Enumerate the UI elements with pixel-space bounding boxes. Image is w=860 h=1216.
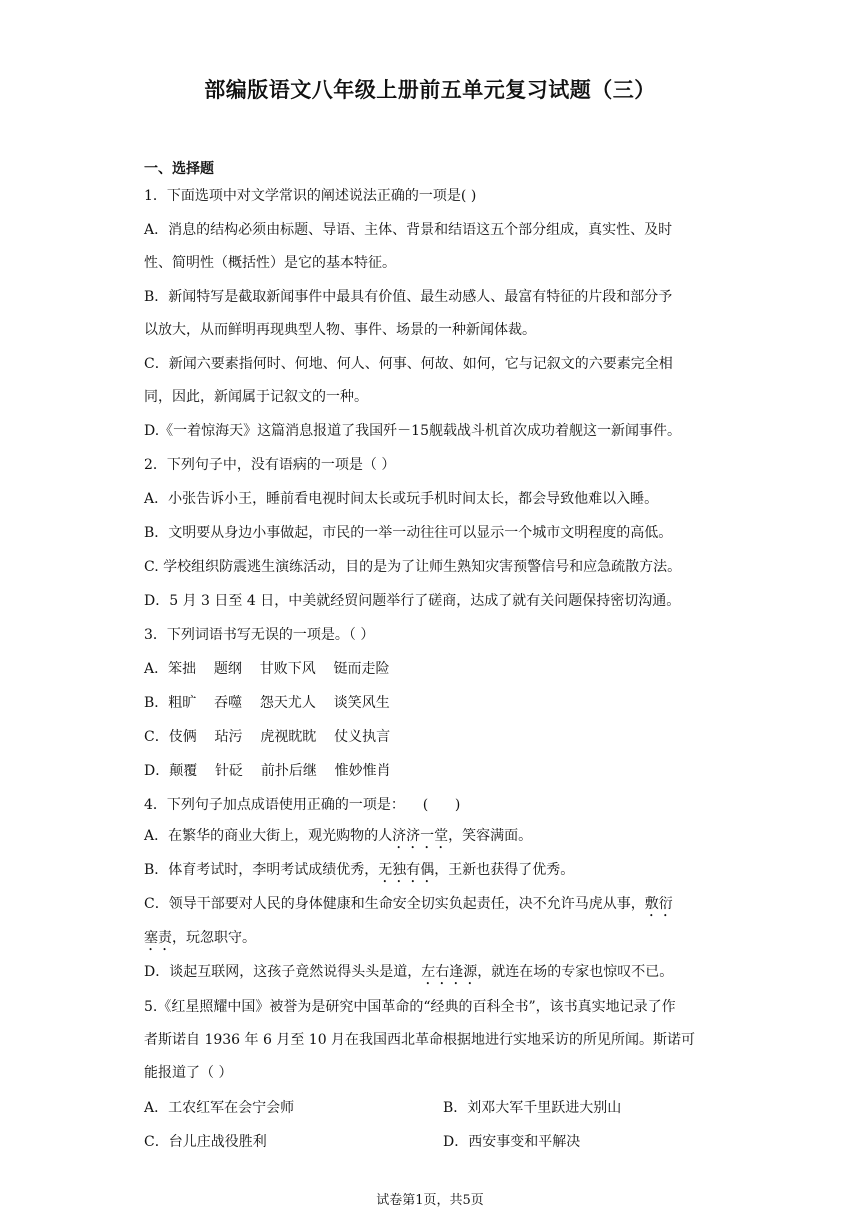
question-1-option-c: C．新闻六要素指何时、何地、何人、何事、何故、如何，它与记叙文的六要素完全相 (144, 356, 673, 372)
section-heading: 一、选择题 (144, 161, 214, 177)
dotted-idiom: 敷衍 (644, 896, 673, 912)
page-title: 部编版语文八年级上册前五单元复习试题（三） (204, 78, 656, 102)
question-2-option-d: D．5 月 3 日至 4 日，中美就经贸问题举行了磋商，达成了就有关问题保持密切沟通。 (144, 593, 681, 609)
question-3-option-d: D．颠覆 针砭 前扑后继 惟妙惟肖 (144, 763, 391, 779)
question-3-stem: 3．下列词语书写无误的一项是。（ ） (144, 627, 375, 643)
question-2-option-a: A．小张告诉小王，睡前看电视时间太长或玩手机时间太长，都会导致他难以入睡。 (144, 491, 659, 507)
option-text: A．在繁华的商业大街上，观光购物的人 (144, 828, 393, 844)
option-text: C．领导干部要对人民的身体健康和生命安全切实负起责任，决不允许马虎从事， (144, 896, 645, 912)
question-4-option-c-cont (144, 929, 724, 954)
option-text: ，玩忽职守。 (172, 930, 256, 946)
question-5-option-a: A．工农红军在会宁会师 (144, 1100, 295, 1116)
question-4-option-d (144, 963, 724, 988)
question-3-option-a: A．笨拙 题纲 甘败下风 铤而走险 (144, 661, 390, 677)
option-text: B．体育考试时，李明考试成绩优秀， (144, 862, 379, 878)
question-5-stem: 5.《红星照耀中国》被誉为是研究中国革命的“经典的百科全书”，该书真实地记录了作 (144, 999, 676, 1015)
question-1-stem: 1．下面选项中对文学常识的阐述说法正确的一项是( ) (144, 188, 477, 204)
question-4-option-c (144, 895, 724, 920)
question-5-stem-end: 能报道了（ ） (144, 1065, 233, 1081)
question-2-option-c: C. 学校组织防震逃生演练活动，目的是为了让师生熟知灾害预警信号和应急疏散方法。 (144, 559, 682, 575)
dotted-idiom: 塞责 (144, 930, 172, 946)
question-5-stem-cont: 者斯诺自 1936 年 6 月至 10 月在我国西北革命根据地进行实地采访的所见所闻。斯诺可 (144, 1032, 696, 1048)
question-2-option-b: B．文明要从身边小事做起，市民的一举一动往往可以显示一个城市文明程度的高低。 (144, 525, 673, 541)
dotted-idiom: 左右逢源 (421, 964, 478, 980)
page-footer: 试卷第1页，共5页 (376, 1193, 484, 1208)
question-5-option-d: D．西安事变和平解决 (443, 1134, 581, 1150)
question-3-option-c: C．伎俩 玷污 虎视眈眈 仗义执言 (144, 729, 391, 745)
question-4-option-a (144, 827, 724, 852)
option-text: ，王新也获得了优秀。 (434, 862, 575, 878)
question-2-stem: 2．下列句子中，没有语病的一项是（ ） (144, 457, 396, 473)
question-5-option-b: B．刘邓大军千里跃进大别山 (443, 1100, 622, 1116)
question-3-option-b: B．粗旷 吞噬 怨天尤人 谈笑风生 (144, 695, 390, 711)
question-1-option-b: B．新闻特写是截取新闻事件中最具有价值、最生动感人、最富有特征的片段和部分予 (144, 289, 673, 305)
question-5-options-row-2 (144, 1133, 724, 1151)
question-5-options-row-1 (144, 1099, 724, 1117)
option-text: D．谈起互联网，这孩子竟然说得头头是道， (144, 964, 422, 980)
question-1-option-d: D.《一着惊海天》这篇消息报道了我国歼－15舰载战斗机首次成功着舰这一新闻事件。 (144, 423, 681, 439)
question-1-option-b-cont: 以放大，从而鲜明再现典型人物、事件、场景的一种新闻体裁。 (144, 322, 536, 338)
question-1-option-a-cont: 性、简明性（概括性）是它的基本特征。 (144, 255, 396, 271)
question-4-option-b (144, 861, 724, 886)
question-1-option-a: A．消息的结构必须由标题、导语、主体、背景和结语这五个部分组成，真实性、及时 (144, 222, 673, 238)
question-5-option-c: C．台儿庄战役胜利 (144, 1134, 267, 1150)
option-text: ，就连在场的专家也惊叹不已。 (477, 964, 674, 980)
question-1-option-c-cont: 同，因此，新闻属于记叙文的一种。 (144, 389, 368, 405)
question-4-stem: 4．下列句子加点成语使用正确的一项是： ( ) (144, 797, 461, 813)
dotted-idiom: 济济一堂 (392, 828, 449, 844)
dotted-idiom: 无独有偶 (378, 862, 435, 878)
option-text: ，笑容满面。 (448, 828, 533, 844)
